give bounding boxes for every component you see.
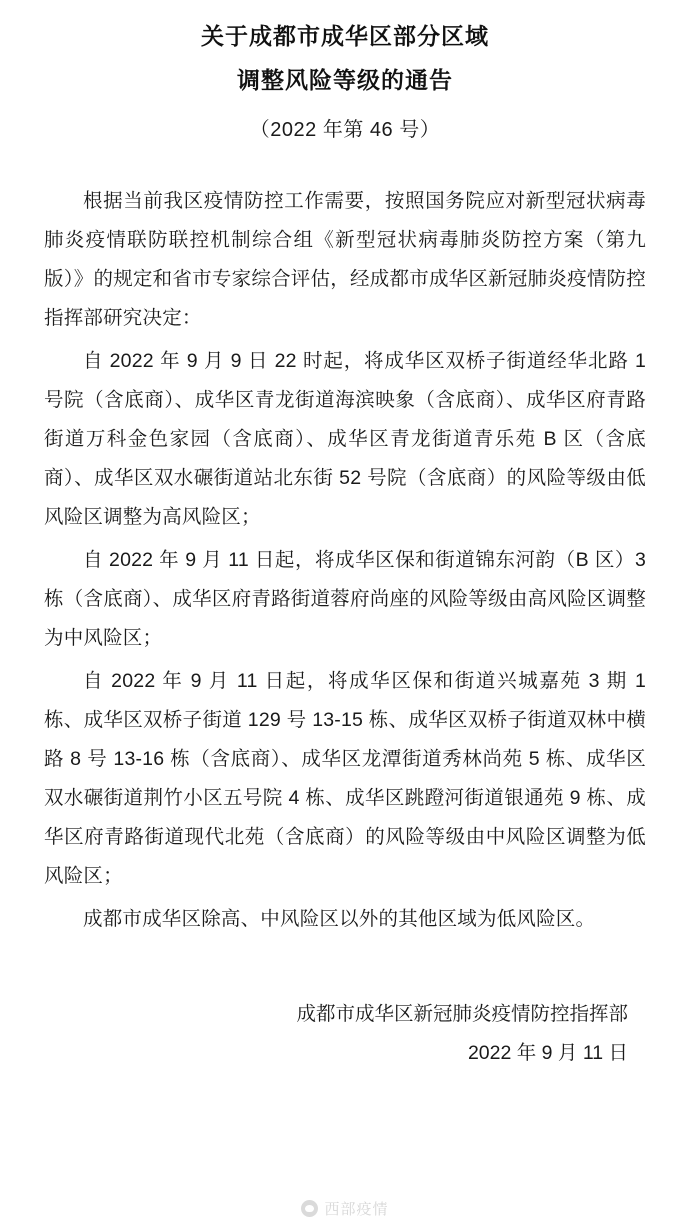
document-body xyxy=(44,182,646,939)
signature-issuer: 成都市成华区新冠肺炎疫情防控指挥部 xyxy=(296,1003,628,1025)
watermark xyxy=(0,1198,690,1219)
watermark-label: 西部疫情 xyxy=(324,1201,389,1218)
title-line-1: 关于成都市成华区部分区域 xyxy=(201,23,489,49)
paragraph-4: 自 2022 年 9 月 11 日起，将成华区保和街道兴城嘉苑 3 期 1 栋、成华区双桥子街道 129 号 13-15 栋、成华区双桥子街道双林中横路 8 号 13-16 栋（含底商）、成华区龙潭街道秀林尚苑 5 栋、成华区双水碾街道荆竹小区五号院 4 栋、成华区跳蹬河街道银通苑 9 栋、成华区府青路街道现代北苑（含底商）的风险等级由中风险区调整为低风险区； xyxy=(44,670,646,887)
paragraph-5: 成都市成华区除高、中风险区以外的其他区域为低风险区。 xyxy=(83,908,596,930)
signature-date: 2022 年 9 月 11 日 xyxy=(467,1042,628,1064)
paragraph-1: 根据当前我区疫情防控工作需要，按照国务院应对新型冠状病毒肺炎疫情联防联控机制综合组《新型冠状病毒肺炎防控方案（第九版）》的规定和省市专家综合评估，经成都市成华区新冠肺炎疫情防控指挥部研究决定： xyxy=(44,190,646,329)
paragraph-2: 自 2022 年 9 月 9 日 22 时起，将成华区双桥子街道经华北路 1 号院（含底商）、成华区青龙街道海滨映象（含底商）、成华区府青路街道万科金色家园（含底商）、成华区青龙街道青乐苑 B 区（含底商）、成华区双水碾街道站北东街 52 号院（含底商）的风险等级由低风险区调整为高风险区； xyxy=(44,350,646,528)
document-title xyxy=(44,0,646,102)
document-signature xyxy=(44,995,646,1073)
document-number: （2022 年第 46 号） xyxy=(249,119,441,141)
title-line-2: 调整风险等级的通告 xyxy=(237,67,453,93)
weibo-icon xyxy=(301,1200,318,1217)
paragraph-3: 自 2022 年 9 月 11 日起，将成华区保和街道锦东河韵（B 区）3 栋（含底商）、成华区府青路街道蓉府尚座的风险等级由高风险区调整为中风险区； xyxy=(44,549,646,649)
